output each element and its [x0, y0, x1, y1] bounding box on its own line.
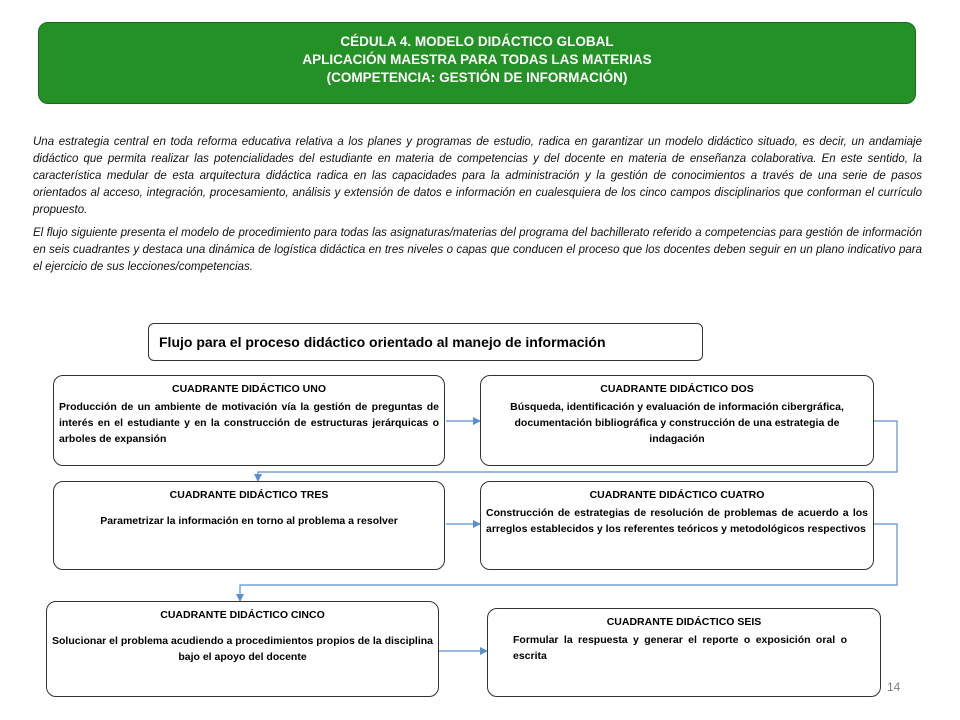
intro-paragraph-2: El flujo siguiente presenta el modelo de procedimiento para todas las asignaturas/materias del programa del bachillerato referido a competencias para gestión de información en seis cuadrantes y destaca una dinámica de logística didáctica en tres niveles o capas que conducen el proceso que los docentes deben seguir en un plano indicativo para el ejercicio de sus lecciones/competencias.: [33, 227, 922, 273]
quadrant-three-body: Parametrizar la información en torno al problema a resolver: [100, 515, 398, 527]
quadrant-five: [46, 601, 439, 697]
banner-subtitle: APLICACIÓN MAESTRA PARA TODAS LAS MATERIAS: [302, 52, 652, 67]
quadrant-one-body: Producción de un ambiente de motivación vía la gestión de preguntas de interés en el estudiante y en la construcción de estructuras jerárquicas o arboles de expansión: [59, 401, 439, 445]
quadrant-four-body: Construcción de estrategias de resolución de problemas de acuerdo a los arreglos establecidos y los referentes teóricos y metodológicos respectivos: [486, 507, 868, 535]
quadrant-six-title: CUADRANTE DIDÁCTICO SEIS: [606, 616, 762, 628]
quadrant-six: [487, 608, 881, 697]
quadrant-four-title: CUADRANTE DIDÁCTICO CUATRO: [589, 489, 765, 501]
quadrant-three: [53, 481, 445, 570]
quadrant-four: [480, 481, 874, 570]
banner-title: CÉDULA 4. MODELO DIDÁCTICO GLOBAL: [340, 34, 614, 49]
quadrant-five-title: CUADRANTE DIDÁCTICO CINCO: [160, 609, 325, 621]
flow-title: Flujo para el proceso didáctico orientado al manejo de información: [148, 323, 703, 361]
banner-competency: (COMPETENCIA: GESTIÓN DE INFORMACIÓN): [326, 70, 628, 85]
quadrant-two-title: CUADRANTE DIDÁCTICO DOS: [600, 383, 754, 395]
quadrant-one: [53, 375, 445, 466]
quadrant-five-body: Solucionar el problema acudiendo a procedimientos propios de la disciplina bajo el apoyo del docente: [52, 635, 433, 663]
page-number: 14: [887, 680, 901, 694]
quadrant-three-title: CUADRANTE DIDÁCTICO TRES: [169, 489, 329, 501]
quadrant-two: [480, 375, 874, 466]
quadrant-one-title: CUADRANTE DIDÁCTICO UNO: [172, 383, 326, 395]
quadrant-six-body: Formular la respuesta y generar el reporte o exposición oral o escrita: [513, 634, 847, 662]
intro-paragraph-1: Una estrategia central en toda reforma educativa relativa a los planes y programas de estudio, radica en garantizar un modelo didáctico situado, es decir, un andamiaje didáctico que permita realizar las potencialidades del estudiante en materia de competencias y del docente en materia de enseñanza colaborativa. En este sentido, la característica medular de esta arquitectura didáctica radica en las capacidades para la administración y la gestión de conocimientos a través de una serie de pasos orientados al acceso, integración, procesamiento, análisis y extensión de datos e información en cualesquiera de los cinco campos disciplinarios que conforman el currículo propuesto.: [33, 136, 922, 216]
quadrant-two-body: Búsqueda, identificación y evaluación de información cibergráfica, documentación bibliográfica y construcción de una estrategia de indagación: [510, 401, 844, 445]
